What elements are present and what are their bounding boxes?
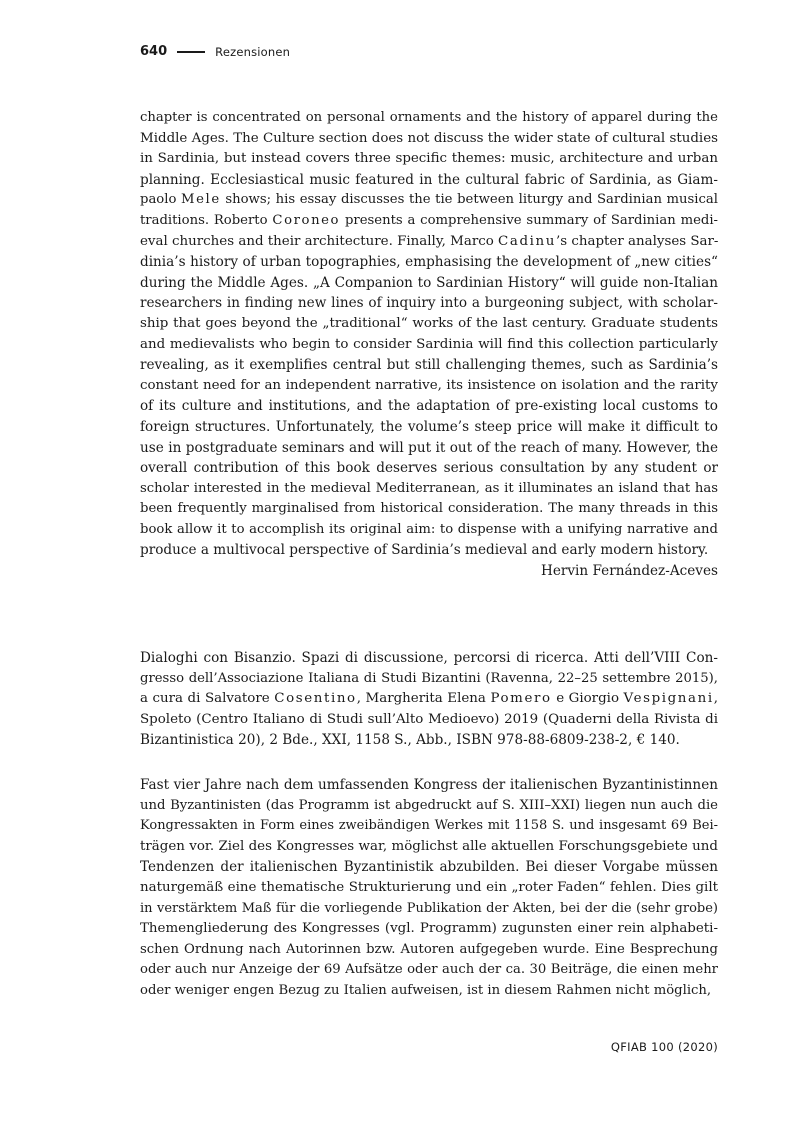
text-line bbox=[140, 981, 718, 1002]
text-line bbox=[140, 960, 718, 981]
journal-footer: QFIAB 100 (2020) bbox=[610, 1040, 718, 1054]
text-line bbox=[140, 878, 718, 899]
text-segment: e Giorgio bbox=[551, 691, 624, 707]
text-segment: naturgemäß eine thematische Strukturierung und ein „roter Faden“ fehlen. Dies gilt bbox=[140, 879, 718, 895]
text-segment: Kongressakten in Form eines zweibändigen Werkes mit 1158 S. und insgesamt 69 Bei- bbox=[140, 818, 718, 834]
text-line bbox=[140, 899, 718, 920]
text-line bbox=[140, 837, 718, 858]
text-segment: researchers in finding new lines of inquiry into a burgeoning subject, with scholar- bbox=[140, 295, 718, 312]
text-line bbox=[140, 816, 718, 837]
text-segment: trägen vor. Ziel des Kongresses war, möglichst alle aktuellen Forschungsgebiete und bbox=[140, 838, 718, 854]
running-header bbox=[140, 44, 290, 59]
text-segment: revealing, as it exemplifies central but still challenging themes, such as Sardinia’s bbox=[140, 357, 718, 374]
text-line bbox=[140, 669, 718, 690]
review1-author-wrap bbox=[140, 108, 718, 582]
text-segment: Fast vier Jahre nach dem umfassenden Kongress der italienischen Byzantinistinnen bbox=[140, 777, 718, 793]
text-segment: paolo bbox=[140, 192, 181, 208]
section-label: Rezensionen bbox=[215, 44, 291, 59]
text-segment: Bizantinistica 20), 2 Bde., XXI, 1158 S., Abb., ISBN 978-88-6809-238-2, € 140. bbox=[140, 732, 680, 749]
text-segment: ship that goes beyond the „traditional“ works of the last century. Graduate students bbox=[140, 315, 718, 331]
text-line bbox=[140, 857, 718, 878]
review1-author: Hervin Fernández-Aceves bbox=[540, 563, 718, 580]
author-name: Cosentino bbox=[274, 691, 357, 707]
author-name: Coroneo bbox=[272, 212, 341, 228]
text-segment: , Margherita Elena bbox=[356, 691, 491, 707]
text-segment: chapter is concentrated on personal ornaments and the history of apparel during the bbox=[140, 110, 718, 125]
page-number: 640 bbox=[140, 44, 168, 59]
text-segment: Dialoghi con Bisanzio. Spazi di discussione, percorsi di ricerca. Atti dell’VIII Con- bbox=[140, 650, 718, 666]
author-name: Mele bbox=[181, 192, 221, 208]
text-segment: oder weniger engen Bezug zu Italien aufweisen, ist in diesem Rahmen nicht möglich, bbox=[140, 982, 712, 998]
text-segment: und Byzantinisten (das Programm ist abgedruckt auf S. XIII–XXI) liegen nun auch die bbox=[140, 797, 718, 813]
text-segment: ’s chapter analyses Sar- bbox=[555, 233, 719, 249]
text-segment: and medievalists who begin to consider Sardinia will find this collection particularly bbox=[140, 336, 718, 352]
text-segment: in Sardinia, but instead covers three specific themes: music, architecture and urban bbox=[140, 151, 718, 167]
author-name: Vespignani bbox=[623, 691, 714, 707]
review2-body bbox=[140, 775, 718, 1002]
header-rule bbox=[177, 51, 205, 53]
text-line bbox=[140, 775, 718, 796]
text-segment: Middle Ages. The Culture section does not discuss the wider state of cultural studies bbox=[140, 130, 718, 146]
text-segment: schen Ordnung nach Autorinnen bzw. Autoren aufgegeben wurde. Eine Besprechung bbox=[140, 941, 718, 957]
text-segment: eval churches and their architecture. Finally, Marco bbox=[140, 233, 499, 249]
text-segment: produce a multivocal perspective of Sardinia’s medieval and early modern history. bbox=[140, 542, 709, 559]
text-segment: Spoleto (Centro Italiano di Studi sull’Alto Medioevo) 2019 (Quaderni della Rivista di bbox=[140, 711, 718, 727]
text-segment: use in postgraduate seminars and will put it out of the reach of many. However, the bbox=[140, 439, 718, 456]
text-line bbox=[140, 940, 718, 961]
text-line bbox=[140, 796, 718, 817]
author-name: Pomero bbox=[490, 691, 552, 707]
text-segment: of its culture and institutions, and the adaptation of pre-existing local customs to bbox=[140, 398, 718, 415]
text-segment: , bbox=[713, 691, 718, 707]
text-segment: shows; his essay discusses the tie between liturgy and Sardinian musical bbox=[220, 192, 718, 208]
text-segment: presents a comprehensive summary of Sardinian medi- bbox=[340, 212, 719, 228]
text-segment: planning. Ecclesiastical music featured in the cultural fabric of Sardinia, as Giam- bbox=[140, 171, 718, 188]
text-segment: during the Middle Ages. „A Companion to Sardinian History“ will guide non-Italian bbox=[140, 274, 718, 291]
text-line bbox=[140, 919, 718, 940]
text-segment: gresso dell’Associazione Italiana di Studi Bizantini (Ravenna, 22–25 settembre 2015), bbox=[140, 670, 718, 686]
text-line bbox=[140, 730, 718, 751]
text-line bbox=[140, 710, 718, 731]
text-segment: constant need for an independent narrative, its insistence on isolation and the rarity bbox=[140, 377, 718, 393]
review2-citation bbox=[140, 648, 718, 751]
text-segment: book allow it to accomplish its original aim: to dispense with a unifying narrative and bbox=[140, 521, 718, 537]
text-segment: Themengliederung des Kongresses (vgl. Programm) zugunsten einer rein alphabeti- bbox=[140, 921, 718, 937]
text-line bbox=[140, 648, 718, 669]
text-segment: scholar interested in the medieval Mediterranean, as it illuminates an island that has bbox=[140, 480, 718, 496]
text-segment: dinia’s history of urban topographies, emphasising the development of „new cities“ bbox=[140, 254, 718, 271]
text-segment: foreign structures. Unfortunately, the volume’s steep price will make it difficult to bbox=[140, 418, 718, 435]
text-segment: overall contribution of this book deserves serious consultation by any student or bbox=[140, 460, 718, 477]
text-segment: been frequently marginalised from historical consideration. The many threads in this bbox=[140, 501, 718, 517]
text-segment: a cura di Salvatore bbox=[140, 691, 275, 707]
text-line bbox=[140, 689, 718, 710]
text-segment: in verstärktem Maß für die vorliegende Publikation der Akten, bei der die (sehr grobe) bbox=[140, 900, 718, 916]
author-name: Cadinu bbox=[498, 233, 556, 249]
text-segment: Tendenzen der italienischen Byzantinistik abzubilden. Bei dieser Vorgabe müssen bbox=[140, 859, 718, 876]
text-segment: traditions. Roberto bbox=[140, 212, 273, 228]
text-segment: oder auch nur Anzeige der 69 Aufsätze oder auch der ca. 30 Beiträge, die einen mehr bbox=[140, 962, 718, 978]
